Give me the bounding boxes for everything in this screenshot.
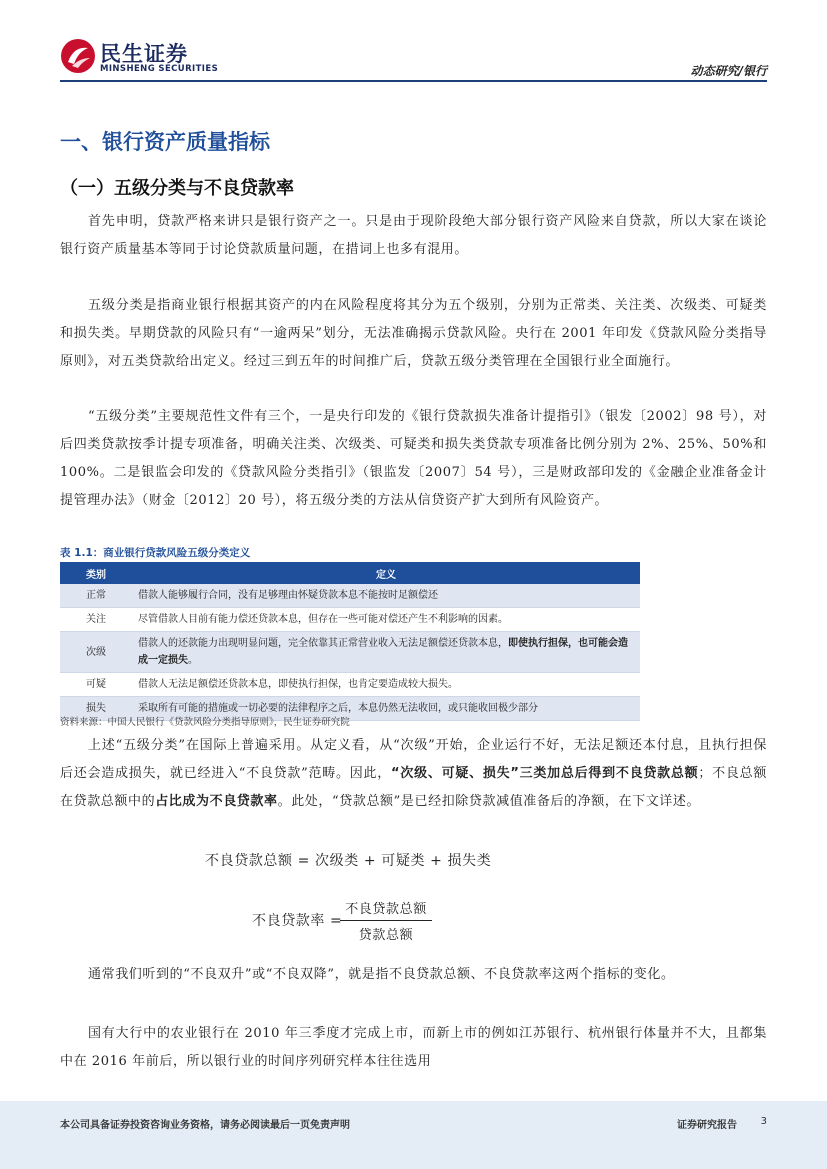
- table-cell-category: 正常: [60, 584, 132, 608]
- definition-bold-text: 即使执行担保，也可能会造成一定损失: [138, 638, 628, 666]
- table-row: [60, 673, 640, 697]
- section-heading: 一、银行资产质量指标: [60, 130, 270, 154]
- formula-npl-total: 不良贷款总额 = 次级类 + 可疑类 + 损失类: [205, 853, 492, 869]
- formula-npl-ratio-fraction: [340, 898, 432, 943]
- table-row: [60, 608, 640, 632]
- paragraph-sample: 国有大行中的农业银行在 2010 年三季度才完成上市，而新上市的例如江苏银行、杭州银行体量并不大，且都集中在 2016 年前后，所以银行业的时间序列研究样本往往选用: [60, 1026, 767, 1069]
- table-row: [60, 632, 640, 673]
- footer-report-type: 证券研究报告: [677, 1120, 737, 1131]
- table-cell-definition: [132, 632, 640, 673]
- p4-bold-d: 占比成为不良贷款率: [155, 794, 278, 809]
- fraction-numerator: 不良贷款总额: [340, 898, 432, 921]
- page-number: 3: [760, 1116, 767, 1127]
- table-cell-category: 可疑: [60, 673, 132, 697]
- table-header-category: 类别: [60, 562, 132, 584]
- p4-bold-b: “次级、可疑、损失”三类加总后得到不良贷款总额: [391, 766, 699, 781]
- table-source: 资料来源：中国人民银行《贷款风险分类指导原则》，民生证券研究院: [60, 717, 350, 728]
- table-cell-definition: 采取所有可能的措施或一切必要的法律程序之后，本息仍然无法收回，或只能收回极少部分: [132, 697, 640, 721]
- subsection-heading: （一）五级分类与不良贷款率: [60, 178, 294, 199]
- classification-table: [60, 562, 640, 721]
- table-cell-definition: 尽管借款人目前有能力偿还贷款本息，但存在一些可能对偿还产生不利影响的因素。: [132, 608, 640, 632]
- definition-text: 借款人的还款能力出现明显问题，完全依靠其正常营业收入无法足额偿还贷款本息，: [138, 638, 508, 649]
- footer-disclaimer: 本公司具备证券投资咨询业务资格，请务必阅读最后一页免责声明: [60, 1120, 350, 1131]
- report-category: 动态研究/银行: [690, 64, 767, 78]
- paragraph-regulations: “五级分类”主要规范性文件有三个，一是央行印发的《银行贷款损失准备计提指引》（银发〔2002〕98 号），对后四类贷款按季计提专项准备，明确关注类、次级类、可疑类和损失类贷款专项准备比例分别为 2%、25%、50%和 100%。二是银监会印发的《贷款风险分类指引》（银监发〔2007〕54 号），三是财政部印发的《金融企业准备金计提管理办法》（财金〔2012〕20 号），将五级分类的方法从信贷资产扩大到所有风险资产。: [60, 409, 767, 508]
- table-row: [60, 584, 640, 608]
- table-cell-category: 损失: [60, 697, 132, 721]
- paragraph-intro: 首先申明，贷款严格来讲只是银行资产之一。只是由于现阶段绝大部分银行资产风险来自贷款，所以大家在谈论银行资产质量基本等同于讨论贷款质量问题，在措词上也多有混用。: [60, 214, 767, 257]
- paragraph-five-class: 五级分类是指商业银行根据其资产的内在风险程度将其分为五个级别，分别为正常类、关注类、次级类、可疑类和损失类。早期贷款的风险只有“一逾两呆”划分，无法准确揭示贷款风险。央行在 2001 年印发《贷款风险分类指导原则》，对五类贷款给出定义。经过三到五年的时间推广后，贷款五级分类管理在全国银行业全面施行。: [60, 298, 767, 369]
- table-header-definition: 定义: [132, 562, 640, 584]
- brand-name-cn: 民生证券: [100, 42, 188, 66]
- p4-text-c: ；不良总额在贷款总额中的: [60, 766, 767, 809]
- paragraph-double-rise: 通常我们听到的“不良双升”或“不良双降”，就是指不良贷款总额、不良贷款率这两个指标的变化。: [88, 967, 675, 982]
- table-cell-category: 关注: [60, 608, 132, 632]
- page-header: [0, 0, 827, 82]
- paragraph-npl-definition: [60, 732, 767, 816]
- table-cell-category: 次级: [60, 632, 132, 673]
- p4-text-a: 上述“五级分类”在国际上普遍采用。从定义看，从“次级”开始，企业运行不好，无法足额还本付息，且执行担保后还会造成损失，就已经进入“不良贷款”范畴。因此，: [60, 738, 767, 781]
- page-footer: [0, 1101, 827, 1169]
- p4-text-e: 。此处，“贷款总额”是已经扣除贷款减值准备后的净额，在下文详述。: [277, 794, 701, 809]
- brand-name-en: MINSHENG SECURITIES: [100, 64, 219, 74]
- fraction-denominator: 贷款总额: [358, 928, 414, 943]
- table-cell-definition: 借款人能够履行合同，没有足够理由怀疑贷款本息不能按时足额偿还: [132, 584, 640, 608]
- header-divider: [60, 80, 767, 82]
- formula-npl-ratio-lhs: 不良贷款率 =: [252, 913, 343, 929]
- minsheng-logo-icon: [60, 38, 96, 74]
- table-header-row: [60, 562, 640, 584]
- definition-end-text: 。: [188, 655, 198, 666]
- table-title: 表 1.1：商业银行贷款风险五级分类定义: [60, 547, 251, 559]
- table-cell-definition: 借款人无法足额偿还贷款本息，即使执行担保，也肯定要造成较大损失。: [132, 673, 640, 697]
